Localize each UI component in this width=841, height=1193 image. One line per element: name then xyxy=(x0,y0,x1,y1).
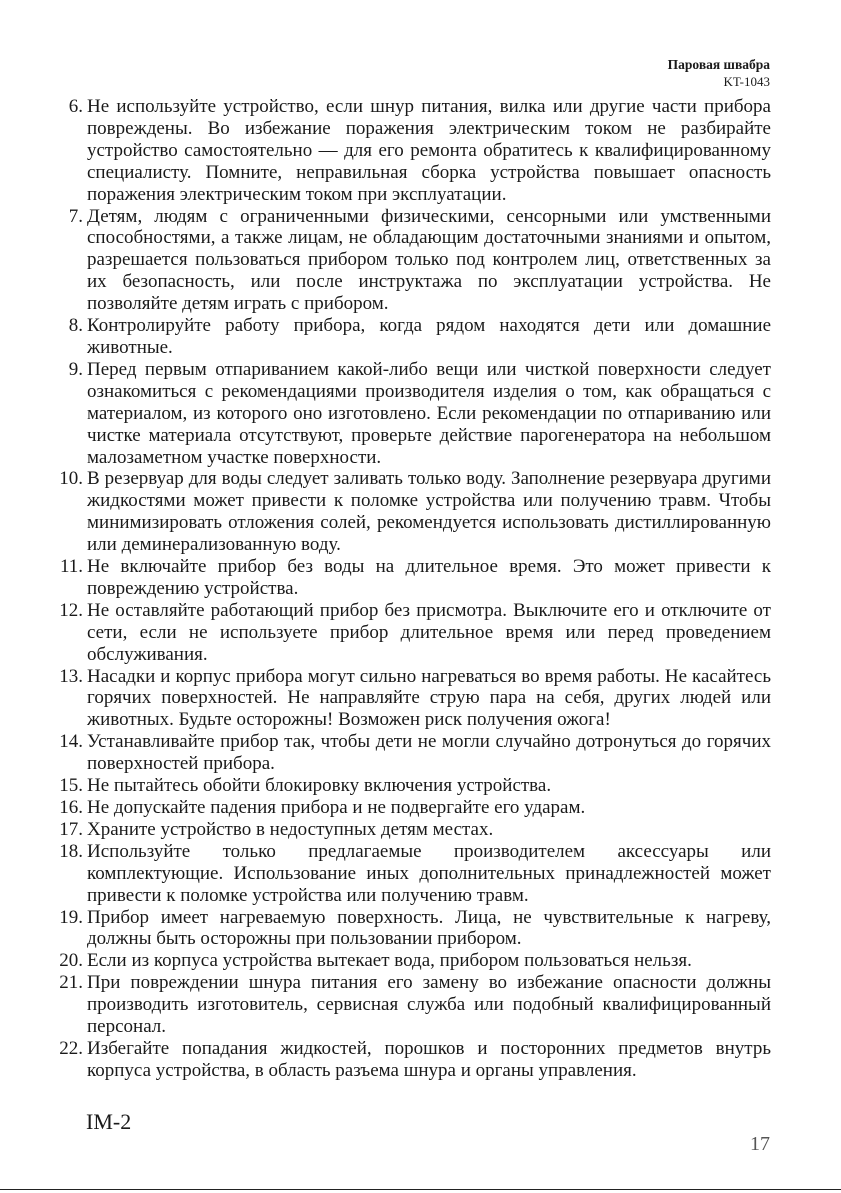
item-number: 21. xyxy=(59,972,83,994)
list-item xyxy=(52,556,771,600)
item-number: 11. xyxy=(59,556,83,578)
list-item xyxy=(52,1038,771,1082)
list-item xyxy=(52,359,771,469)
list-item xyxy=(52,972,771,1038)
item-text: В резервуар для воды следует заливать только воду. Заполнение резервуара другими жидкостями может привести к поломке устройства или получению травм. Чтобы минимизировать отложения солей, рекомендуется использовать дистиллированную или деминерализованную воду. xyxy=(87,468,771,556)
item-text: Насадки и корпус прибора могут сильно нагреваться во время работы. Не касайтесь горячих поверхностей. Не направляйте струю пара на себя, других людей или животных. Будьте осторожны! Возможен риск получения ожога! xyxy=(87,665,771,731)
item-number: 20. xyxy=(59,950,83,972)
item-number: 6. xyxy=(68,96,83,117)
list-item xyxy=(52,600,771,666)
list-item xyxy=(52,797,771,819)
item-text: Перед первым отпариванием какой-либо вещи или чисткой поверхности следует ознакомиться с рекомендациями производителя изделия о том, как обращаться с материалом, из которого оно изготовлено. Если рекомендации по отпариванию или чистке материала отсутствуют, проверьте действие парогенератора на небольшом малозаметном участке поверхности. xyxy=(87,358,771,468)
item-text: Не используйте устройство, если шнур питания, вилка или другие части прибора повреждены. Во избежание поражения электрическим током не разбирайте устройство самостоятельно — для его ремонта обратитесь к квалифицированному специалисту. Помните, неправильная сборка устройства повышает опасность поражения электрическим током при эксплуатации. xyxy=(87,96,771,205)
item-number: 15. xyxy=(59,775,83,797)
page-number: 17 xyxy=(750,1133,770,1155)
item-number: 13. xyxy=(59,665,83,687)
item-number: 7. xyxy=(68,205,83,227)
model-number: KT-1043 xyxy=(723,74,770,89)
safety-instructions xyxy=(52,96,771,1082)
item-number: 18. xyxy=(59,840,83,862)
item-number: 10. xyxy=(59,468,83,490)
item-text: Если из корпуса устройства вытекает вода, прибором пользоваться нельзя. xyxy=(87,950,692,972)
item-text: При повреждении шнура питания его замену во избежание опасности должны производить изготовитель, сервисная служба или подобный квалифицированный персонал. xyxy=(87,972,771,1038)
item-text: Не включайте прибор без воды на длительное время. Это может привести к повреждению устройства. xyxy=(87,556,771,599)
item-text: Не пытайтесь обойти блокировку включения устройства. xyxy=(87,775,552,797)
list-item xyxy=(52,907,771,951)
page-header xyxy=(668,56,770,90)
item-text: Прибор имеет нагреваемую поверхность. Лица, не чувствительные к нагреву, должны быть осторожны при пользовании прибором. xyxy=(87,906,771,950)
item-number: 14. xyxy=(59,731,83,753)
list-item xyxy=(52,96,771,206)
item-text: Детям, людям с ограниченными физическими, сенсорными или умственными способностями, а также лицам, не обладающим достаточными знаниями и опытом, разрешается пользоваться прибором только под контролем лиц, ответственных за их безопасность, или после инструктажа по эксплуатации устройства. Не позволяйте детям играть с прибором. xyxy=(87,205,771,315)
item-number: 9. xyxy=(68,358,83,380)
item-number: 12. xyxy=(59,599,83,621)
list-item xyxy=(52,315,771,359)
item-text: Храните устройство в недоступных детям местах. xyxy=(87,818,494,840)
instruction-list xyxy=(52,96,771,1082)
list-item xyxy=(52,841,771,907)
item-text: Избегайте попадания жидкостей, порошков и посторонних предметов внутрь корпуса устройства, в область разъема шнура и органы управления. xyxy=(87,1037,771,1081)
list-item xyxy=(52,775,771,797)
item-text: Контролируйте работу прибора, когда рядом находятся дети или домашние животные. xyxy=(87,315,771,358)
item-number: 16. xyxy=(59,797,83,818)
list-item xyxy=(52,666,771,732)
product-title: Паровая швабра xyxy=(667,57,770,72)
bottom-divider xyxy=(0,1189,841,1190)
item-number: 17. xyxy=(59,818,83,840)
item-number: 8. xyxy=(68,315,83,337)
document-code: IM-2 xyxy=(86,1109,132,1134)
item-text: Используйте только предлагаемые производителем аксессуары или комплектующие. Использование иных дополнительных принадлежностей может привести к поломке устройства или получению травм. xyxy=(87,840,771,906)
list-item xyxy=(52,950,771,972)
list-item xyxy=(52,468,771,556)
item-number: 22. xyxy=(59,1037,83,1059)
item-text: Не оставляйте работающий прибор без присмотра. Выключите его и отключите от сети, если не используете прибор длительное время или перед проведением обслуживания. xyxy=(87,599,771,665)
item-number: 19. xyxy=(59,906,83,928)
list-item xyxy=(52,206,771,316)
list-item xyxy=(52,731,771,775)
item-text: Не допускайте падения прибора и не подвергайте его ударам. xyxy=(87,797,586,818)
list-item xyxy=(52,819,771,841)
item-text: Устанавливайте прибор так, чтобы дети не могли случайно дотронуться до горячих поверхностей прибора. xyxy=(87,731,771,775)
